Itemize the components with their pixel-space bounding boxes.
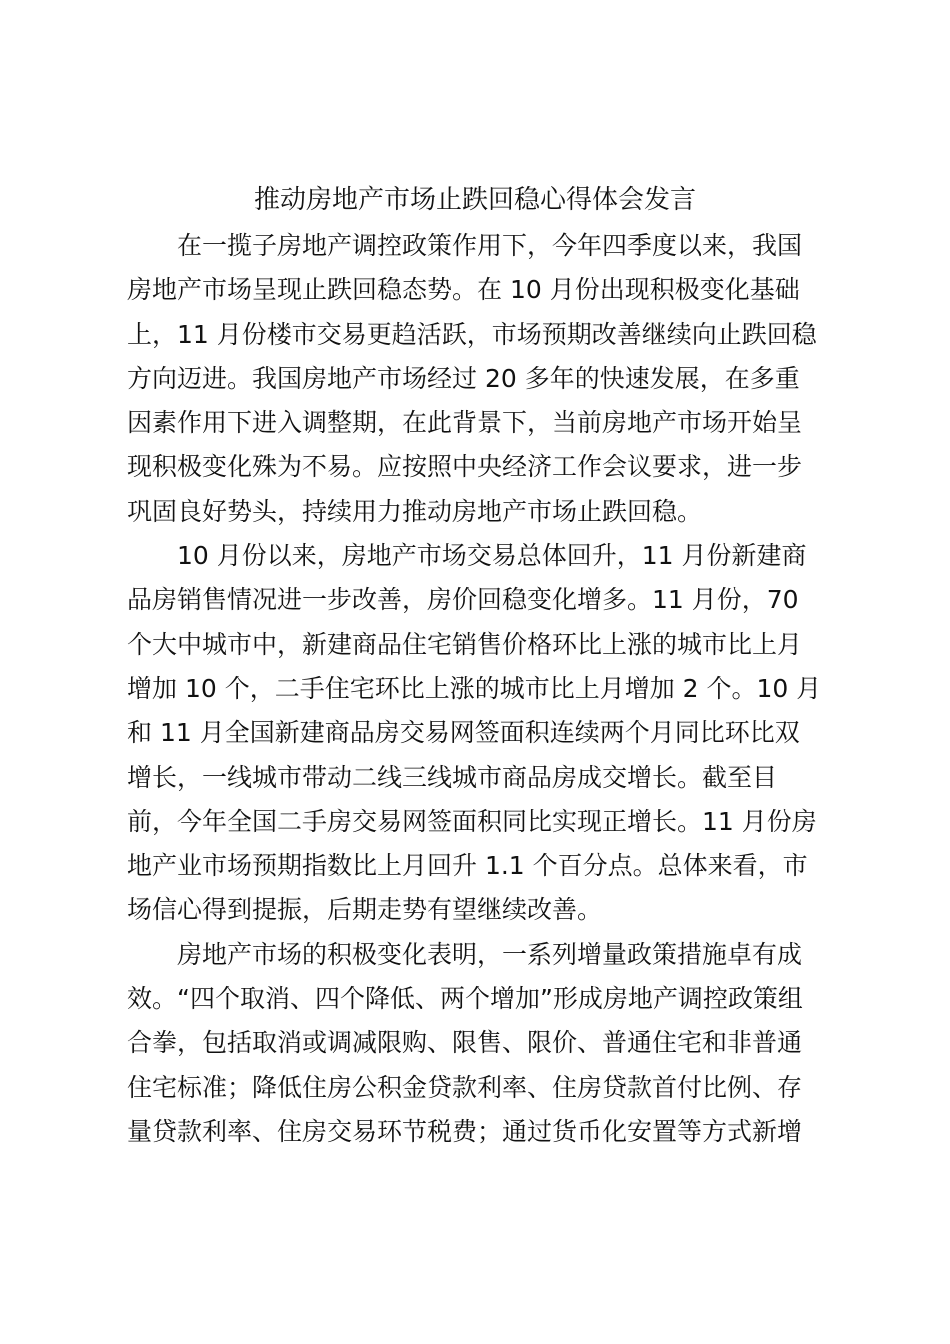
paragraph-line: 现积极变化殊为不易。应按照中央经济工作会议要求，进一步 (127, 452, 803, 482)
paragraph-line: 住宅标准；降低住房公积金贷款利率、住房贷款首付比例、存 (127, 1072, 803, 1102)
paragraph-line: 方向迈进。我国房地产市场经过 20 多年的快速发展，在多重 (127, 363, 800, 393)
paragraph-line: 个大中城市中，新建商品住宅销售价格环比上涨的城市比上月 (127, 629, 803, 659)
paragraph-line: 效。“四个取消、四个降低、两个增加”形成房地产调控政策组 (127, 984, 803, 1014)
paragraph-line: 10 月份以来，房地产市场交易总体回升，11 月份新建商 (177, 541, 807, 571)
paragraph-line: 场信心得到提振，后期走势有望继续改善。 (127, 895, 603, 925)
paragraph-line: 和 11 月全国新建商品房交易网签面积连续两个月同比环比双 (127, 718, 800, 748)
paragraph-line: 合拳，包括取消或调减限购、限售、限价、普通住宅和非普通 (127, 1028, 803, 1058)
paragraph-line: 品房销售情况进一步改善，房价回稳变化增多。11 月份，70 (127, 585, 799, 615)
paragraph-line: 上，11 月份楼市交易更趋活跃，市场预期改善继续向止跌回稳 (127, 319, 817, 349)
paragraph-line: 房地产市场的积极变化表明，一系列增量政策措施卓有成 (177, 939, 803, 969)
document-title: 推动房地产市场止跌回稳心得体会发言 (253, 185, 696, 215)
paragraph-line: 房地产市场呈现止跌回稳态势。在 10 月份出现积极变化基础 (127, 275, 800, 305)
paragraph-line: 增长，一线城市带动二线三线城市商品房成交增长。截至目 (127, 762, 778, 792)
paragraph-line: 因素作用下进入调整期，在此背景下，当前房地产市场开始呈 (127, 408, 803, 438)
document-body (127, 224, 833, 1154)
paragraph-line: 巩固良好势头，持续用力推动房地产市场止跌回稳。 (127, 496, 703, 526)
paragraph-line: 量贷款利率、住房交易环节税费；通过货币化安置等方式新增 (127, 1116, 803, 1146)
paragraph-line: 在一揽子房地产调控政策作用下，今年四季度以来，我国 (177, 231, 803, 260)
paragraph-line: 增加 10 个，二手住宅环比上涨的城市比上月增加 2 个。10 月 (127, 673, 822, 703)
paragraph-line: 地产业市场预期指数比上月回升 1.1 个百分点。总体来看，市 (127, 851, 808, 881)
paragraph-line: 前，今年全国二手房交易网签面积同比实现正增长。11 月份房 (127, 806, 817, 836)
